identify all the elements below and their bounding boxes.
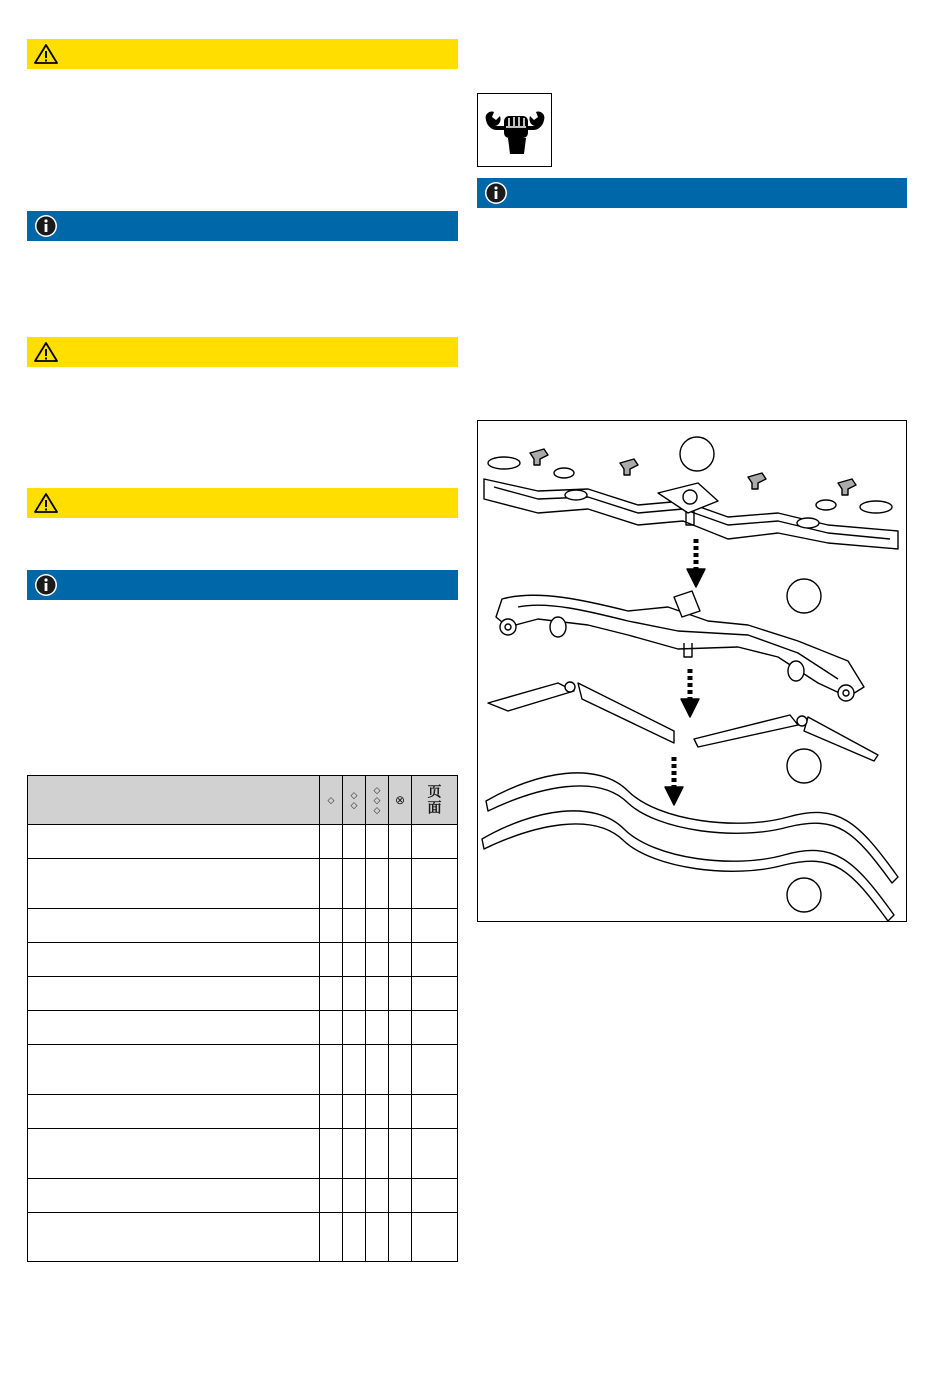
warning-bar-1 <box>27 39 458 69</box>
callout-circle-1 <box>680 437 714 471</box>
maintenance-table <box>27 775 458 1262</box>
symbol-header-3: ◇ ◇ ◇ <box>366 776 389 825</box>
table-row <box>28 909 458 943</box>
info-circle-icon <box>33 213 59 239</box>
symbol-header-2: ◇ ◇ <box>343 776 366 825</box>
table-row <box>28 977 458 1011</box>
callout-circle-3 <box>787 749 821 783</box>
exploded-assembly-illustration <box>478 421 906 921</box>
table-row <box>28 825 458 859</box>
table-row <box>28 943 458 977</box>
callout-circle-2 <box>787 579 821 613</box>
info-bar-2 <box>27 570 458 600</box>
info-circle-icon <box>483 180 509 206</box>
info-bar-3 <box>477 178 907 208</box>
table-row <box>28 1045 458 1095</box>
warning-triangle-icon <box>33 341 59 363</box>
callout-circle-4 <box>787 878 821 912</box>
table-row <box>28 859 458 909</box>
table-row <box>28 1011 458 1045</box>
task-header <box>28 776 320 825</box>
table-row <box>28 1095 458 1129</box>
table-row <box>28 1213 458 1262</box>
tool-symbol-box <box>477 93 552 167</box>
wrench-hand-icon <box>482 102 548 158</box>
symbol-header-4: ⊗ <box>389 776 412 825</box>
page-header: 页面 <box>412 776 458 825</box>
table-row <box>28 1129 458 1179</box>
info-circle-icon <box>33 572 59 598</box>
assembly-figure <box>477 420 907 922</box>
info-bar-1 <box>27 211 458 241</box>
warning-triangle-icon <box>33 43 59 65</box>
warning-bar-2 <box>27 337 458 367</box>
table-row <box>28 1179 458 1213</box>
table-header-row <box>28 776 458 825</box>
warning-triangle-icon <box>33 492 59 514</box>
symbol-header-1: ◇ <box>320 776 343 825</box>
warning-bar-3 <box>27 488 458 518</box>
